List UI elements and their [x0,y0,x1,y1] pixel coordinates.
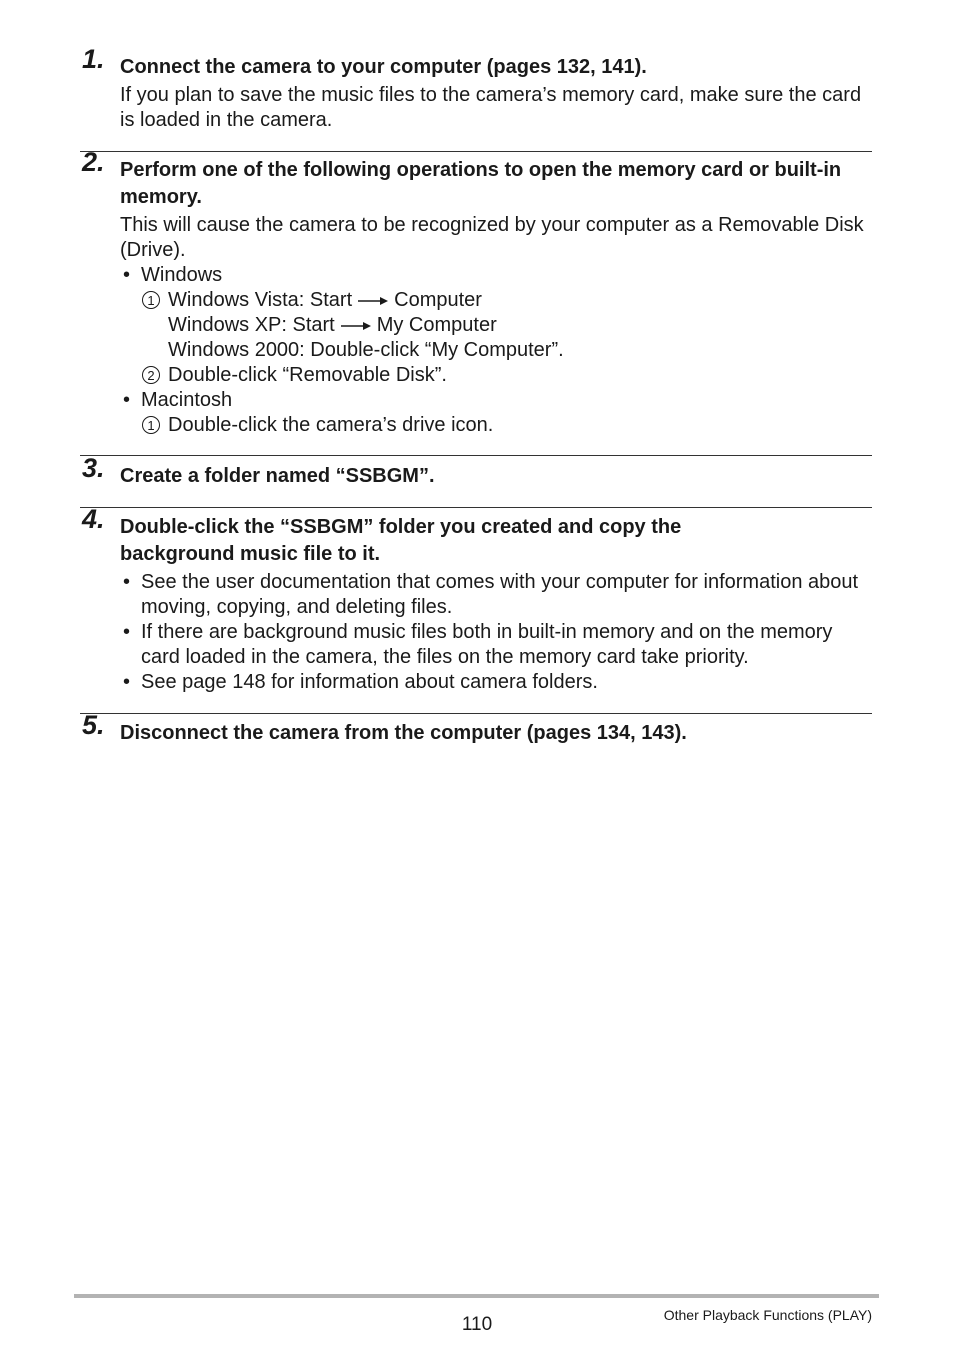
step-title: Perform one of the following operations to open the memory card or built-in memory. [120,159,842,208]
footer-rule [74,1294,879,1298]
xp-prefix: Windows XP: Start [168,314,335,336]
list-item [120,670,872,695]
bullet-dot: • [123,571,131,593]
circled-number-2: 2 [142,366,160,384]
step-5 [80,710,872,747]
w2000-line: Windows 2000: Double-click “My Computer”. [168,339,564,361]
arrow-right-icon [341,321,371,331]
circled-number-1: 1 [142,291,160,309]
substep-windows-1 [120,288,872,313]
bullet-label: Windows [141,264,223,286]
bullet-text: If there are background music files both in built-in memory and on the memory card loaded in the camera, the files on the memory card take priority. [141,621,833,668]
page-number: 110 [461,1314,493,1335]
xp-target: My Computer [376,314,497,336]
substep-text: Double-click “Removable Disk”. [168,364,447,386]
step-1 [80,44,872,133]
list-item [120,620,872,670]
step-4 [80,504,872,695]
vista-prefix: Windows Vista: Start [168,289,353,311]
substep-text: Double-click the camera’s drive icon. [168,414,494,436]
step-number: 5. [82,710,105,740]
step-text: This will cause the camera to be recognized by your computer as a Removable Disk (Drive). [120,214,864,261]
bullet-dot: • [123,389,131,411]
bullet-windows [120,263,872,288]
step-number: 3. [82,453,105,483]
divider [80,455,872,456]
step-title: Create a folder named “SSBGM”. [120,465,435,487]
list-item [120,570,872,620]
section-name: Other Playback Functions (PLAY) [663,1307,872,1323]
substep-windows-2 [120,363,872,388]
step-3 [80,453,872,490]
step-2 [80,147,872,438]
step-text: If you plan to save the music files to the camera’s memory card, make sure the card is loaded in the camera. [120,84,862,131]
step-number: 1. [82,44,105,74]
xp-line [120,313,872,338]
vista-target: Computer [394,289,482,311]
step-number: 4. [82,504,105,534]
bullet-text: See page 148 for information about camera folders. [141,671,598,693]
step-number: 2. [82,147,105,177]
divider [80,151,872,152]
divider [80,507,872,508]
bullet-label: Macintosh [141,389,233,411]
circled-number-1: 1 [142,416,160,434]
divider [80,713,872,714]
substep-mac-1 [120,413,872,438]
bullet-dot: • [123,264,131,286]
arrow-right-icon [358,296,388,306]
bullet-dot: • [123,671,131,693]
step-title: Double-click the “SSBGM” folder you created and copy the background music file to it. [120,516,682,565]
step-title: Disconnect the camera from the computer (pages 134, 143). [120,722,687,744]
step-title: Connect the camera to your computer (pages 132, 141). [120,56,647,78]
bullet-macintosh [120,388,872,413]
bullet-dot: • [123,621,131,643]
bullet-text: See the user documentation that comes with your computer for information about moving, copying, and deleting files. [141,571,859,618]
